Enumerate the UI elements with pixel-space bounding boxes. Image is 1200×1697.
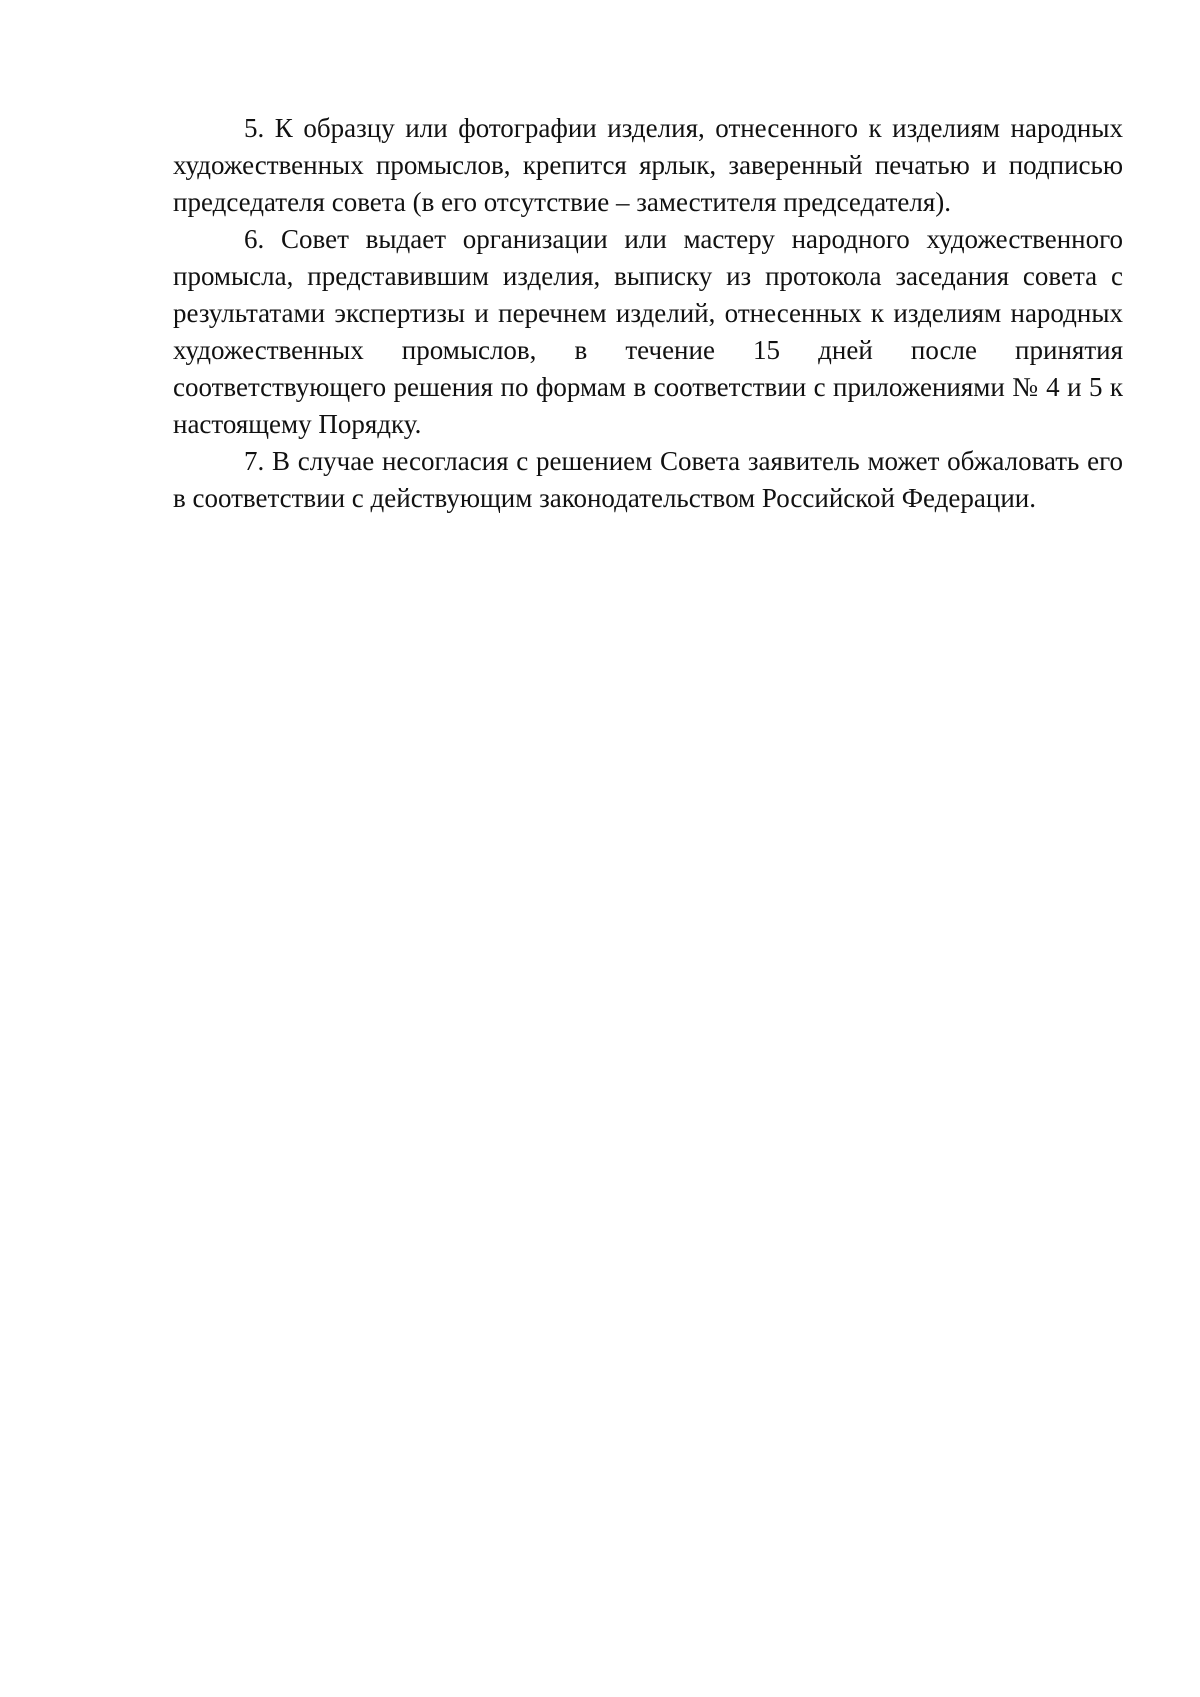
document-body (173, 110, 1123, 517)
paragraph-5: 5. К образцу или фотографии изделия, отнесенного к изделиям народных художественных промыслов, крепится ярлык, заверенный печатью и подписью председателя совета (в его отсутствие – заместителя председателя). (173, 113, 1123, 217)
paragraph-6: 6. Совет выдает организации или мастеру народного художественного промысла, представившим изделия, выписку из протокола заседания совета с результатами экспертизы и перечнем изделий, отнесенных к изделиям народных художественных промыслов, в течение 15 дней после принятия соответствующего решения по формам в соответствии с приложениями № 4 и 5 к настоящему Порядку. (173, 224, 1123, 439)
paragraph-7: 7. В случае несогласия с решением Совета заявитель может обжаловать его в соответствии с действующим законодательством Российской Федерации. (173, 446, 1123, 513)
